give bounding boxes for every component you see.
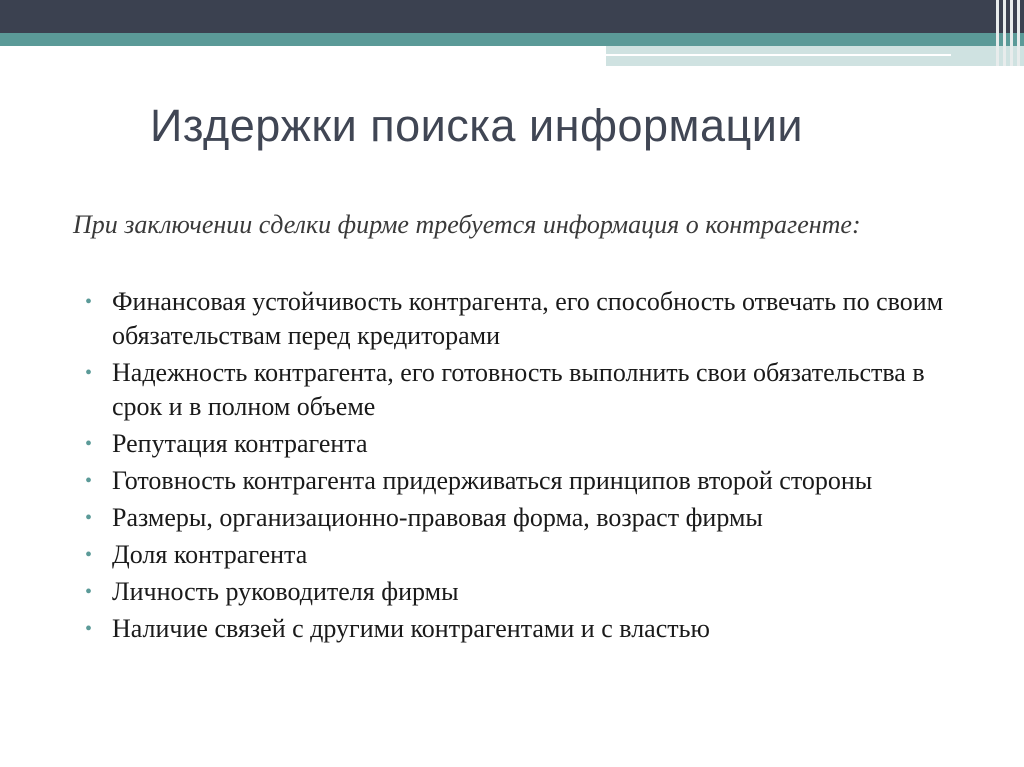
header-divider-line <box>606 54 951 56</box>
bullet-text: Наличие связей с другими контрагентами и с властью <box>112 614 710 643</box>
header-stripe <box>1010 0 1013 66</box>
bullet-item <box>85 427 945 461</box>
bullet-text: Размеры, организационно-правовая форма, возраст фирмы <box>112 503 763 532</box>
header-stripe <box>1003 0 1006 66</box>
slide-title: Издержки поиска информации <box>150 100 804 151</box>
bullet-list <box>85 285 945 649</box>
bullet-text: Финансовая устойчивость контрагента, его способность отвечать по своим обязательствам перед кредиторами <box>112 287 944 350</box>
bullet-icon: • <box>85 433 93 455</box>
bullet-icon: • <box>85 581 93 603</box>
bullet-icon: • <box>85 291 93 313</box>
bullet-icon: • <box>85 544 93 566</box>
bullet-text: Надежность контрагента, его готовность выполнить свои обязательства в срок и в полном объеме <box>112 358 925 421</box>
bullet-text: Доля контрагента <box>112 540 308 569</box>
bullet-icon: • <box>85 618 93 640</box>
bullet-item <box>85 285 945 353</box>
bullet-item <box>85 538 945 572</box>
intro-text: При заключении сделки фирме требуется информация о контрагенте: <box>73 210 861 239</box>
header-accent-bar <box>0 33 1024 46</box>
header-dark-bar <box>0 0 1024 33</box>
bullet-item <box>85 575 945 609</box>
bullet-item <box>85 464 945 498</box>
header-stripe <box>996 0 999 66</box>
bullet-item <box>85 501 945 535</box>
bullet-text: Личность руководителя фирмы <box>112 577 459 606</box>
bullet-text: Готовность контрагента придерживаться принципов второй стороны <box>112 466 873 495</box>
bullet-item <box>85 612 945 646</box>
bullet-item <box>85 356 945 424</box>
header-light-bar <box>606 46 1024 66</box>
header-stripe <box>1017 0 1020 66</box>
bullet-icon: • <box>85 362 93 384</box>
bullet-icon: • <box>85 507 93 529</box>
bullet-icon: • <box>85 470 93 492</box>
bullet-text: Репутация контрагента <box>112 429 368 458</box>
